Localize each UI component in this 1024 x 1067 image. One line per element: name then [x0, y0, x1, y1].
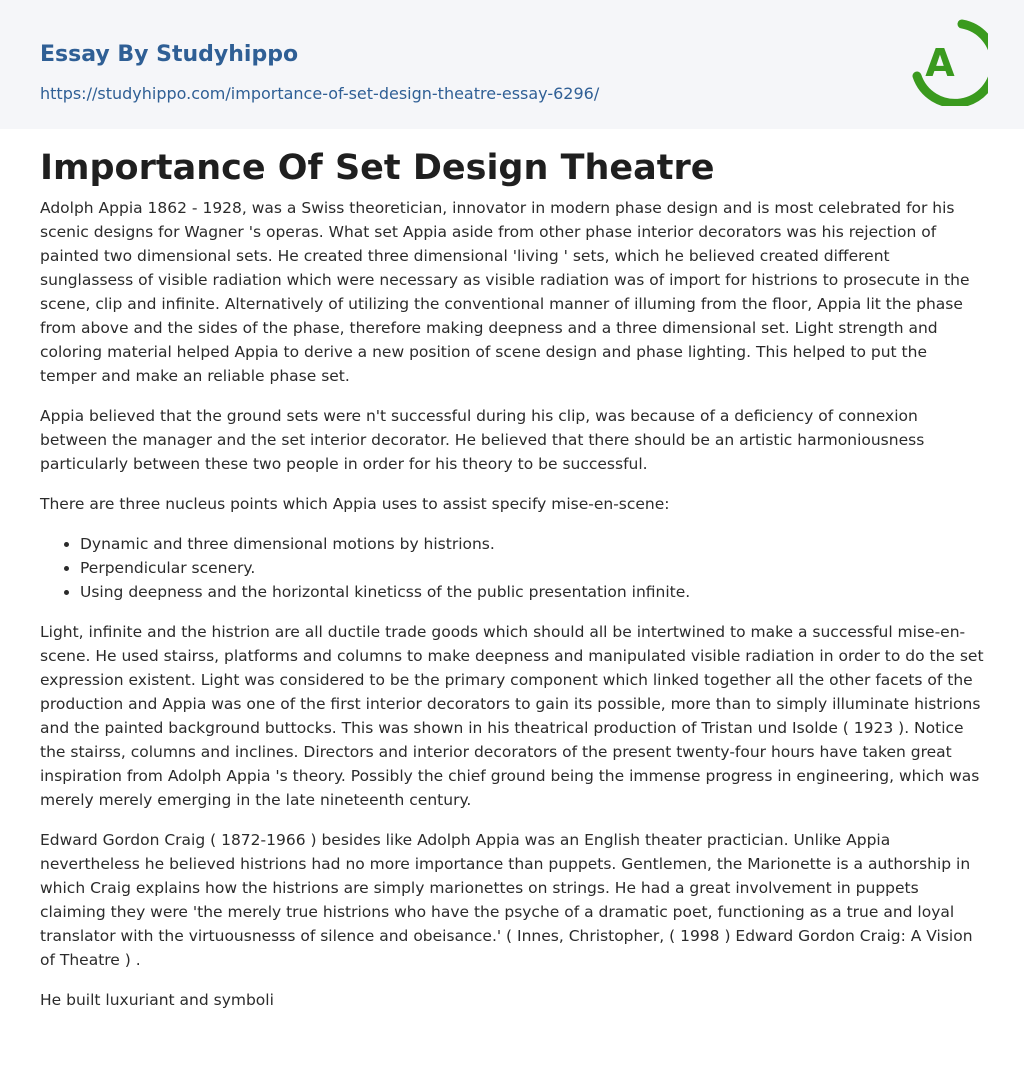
article-paragraph: Adolph Appia 1862 - 1928, was a Swiss theoretician, innovator in modern phase design and is most celebrated for his scenic designs for Wagner 's operas. What set Appia aside from other phase interior decorators was his rejection of painted two dimensional sets. He created three dimensional 'living ' sets, which he believed created different sunglassess of visible radiation which were necessary as visible radiation was of import for histrions to prosecute in the scene, clip and infinite. Alternatively of utilizing the conventional manner of illuming from the floor, Appia lit the phase from above and the sides of the phase, therefore making deepness and a three dimensional set. Light strength and coloring material helped Appia to derive a new position of scene design and phase lighting. This helped to put the temper and make an reliable phase set. [40, 199, 970, 385]
article-paragraph: There are three nucleus points which Appia uses to assist specify mise-en-scene: [40, 495, 670, 513]
list-item: • Using deepness and the horizontal kineticss of the public presentation infinite. [80, 580, 984, 604]
key-points-list [80, 532, 984, 604]
article [40, 146, 984, 1028]
list-item: • Perpendicular scenery. [80, 556, 984, 580]
logo-letter: A [925, 41, 955, 85]
brand-title[interactable]: Essay By Studyhippo [40, 42, 299, 67]
site-header [0, 0, 1024, 129]
article-title: Importance Of Set Design Theatre [40, 148, 715, 188]
article-paragraph: Edward Gordon Craig ( 1872-1966 ) besides like Adolph Appia was an English theater practician. Unlike Appia nevertheless he believed histrions had no more importance than puppets. Gentlemen, the Marionette is a authorship in which Craig explains how the histrions are simply marionettes on strings. He had a great involvement in puppets claiming they were 'the merely true histrions who have the psyche of a dramatic poet, functioning as a true and loyal translator with the virtuousnesss of silence and obeisance.' ( Innes, Christopher, ( 1998 ) Edward Gordon Craig: A Vision of Theatre ) . [40, 831, 973, 969]
article-paragraph: Appia believed that the ground sets were n't successful during his clip, was because of a deficiency of connexion between the manager and the set interior decorator. He believed that there should be an artistic harmoniousness particularly between these two people in order for his theory to be successful. [40, 407, 925, 473]
article-paragraph-truncated: He built luxuriant and symboli [40, 991, 274, 1009]
list-item: • Dynamic and three dimensional motions by histrions. [80, 532, 984, 556]
article-paragraph: Light, infinite and the histrion are all ductile trade goods which should all be intertwined to make a successful mise-en-scene. He used stairss, platforms and columns to make deepness and manipulated visible radiation in order to do the set expression existent. Light was considered to be the primary component which linked together all the other facets of the production and Appia was one of the first interior decorators to gain its possible, more than to simply illuminate histrions and the painted background buttocks. This was shown in his theatrical production of Tristan und Isolde ( 1923 ). Notice the stairss, columns and inclines. Directors and interior decorators of the present twenty-four hours have taken great inspiration from Adolph Appia 's theory. Possibly the chief ground being the immense progress in engineering, which was merely merely emerging in the late nineteenth century. [40, 623, 984, 809]
source-url-link[interactable]: https://studyhippo.com/importance-of-set-design-theatre-essay-6296/ [40, 84, 600, 103]
studyhippo-logo-icon[interactable] [912, 18, 988, 106]
